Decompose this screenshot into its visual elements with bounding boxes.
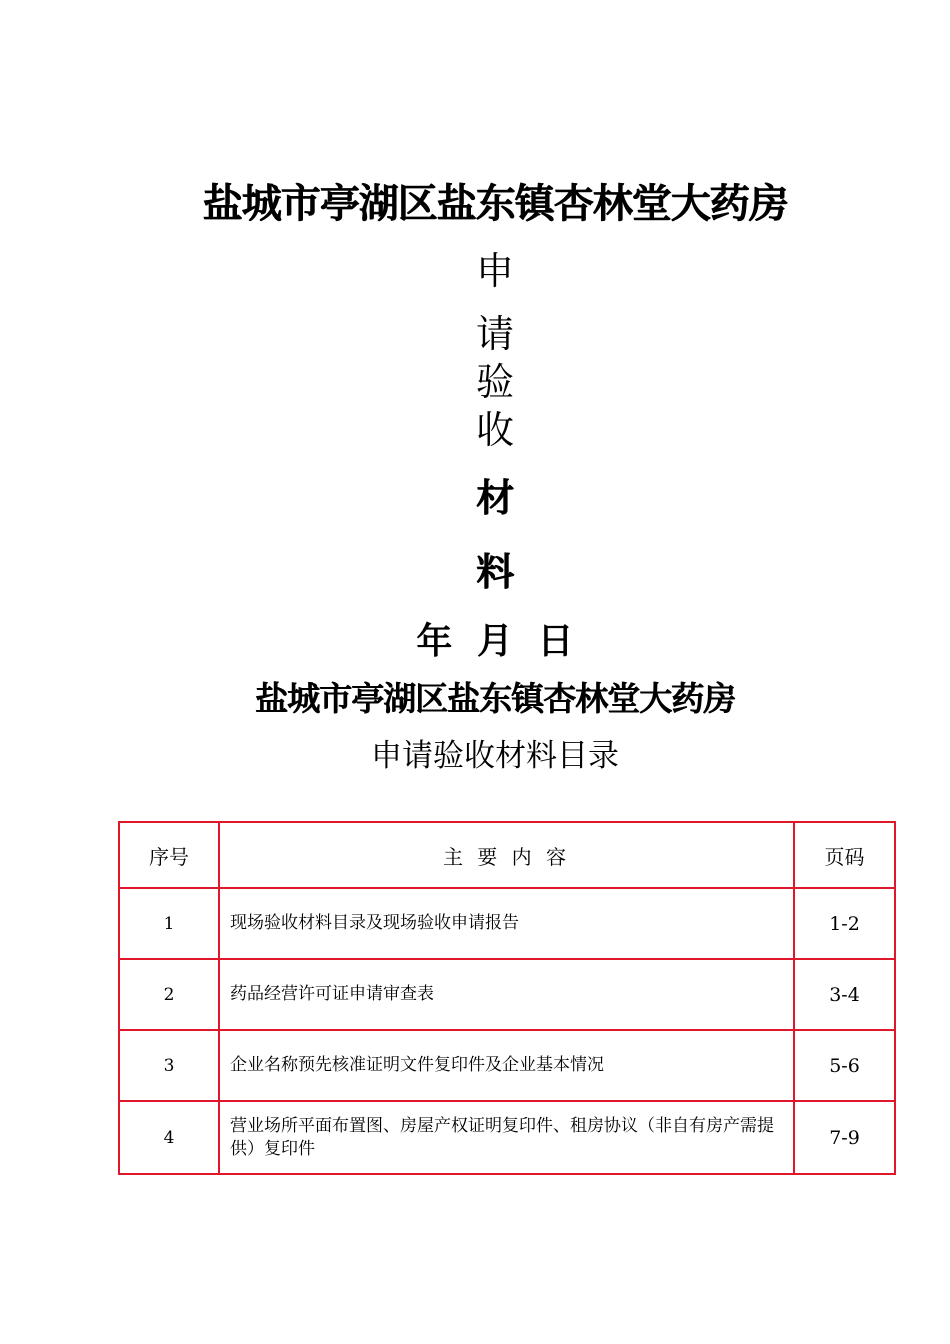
cover-vertical-char-4: 收 [475,408,514,452]
cover-vertical-char-5: 材 [475,476,514,520]
header-no: 序号 [119,822,219,888]
row-content: 企业名称预先核准证明文件复印件及企业基本情况 [219,1030,794,1101]
cover-vertical-char-6: 料 [475,550,514,594]
header-page: 页码 [794,822,895,888]
cover-vertical-char-3: 验 [475,360,514,404]
row-content: 药品经营许可证申请审查表 [219,959,794,1030]
cover-vertical-char-2: 请 [475,312,514,356]
date-month-label: 月 [476,621,513,662]
row-content: 现场验收材料目录及现场验收申请报告 [219,888,794,959]
row-page: 5-6 [794,1030,895,1101]
catalog-table [118,821,896,1175]
header-content: 主 要 内 容 [219,822,794,888]
table-row [119,1030,895,1101]
table-row [119,959,895,1030]
cover-company-name: 盐城市亭湖区盐东镇杏林堂大药房 [202,181,788,227]
date-day-label: 日 [537,621,574,662]
row-no: 4 [119,1101,219,1174]
row-page: 7-9 [794,1101,895,1174]
table-row [119,1101,895,1174]
row-page: 1-2 [794,888,895,959]
row-page: 3-4 [794,959,895,1030]
catalog-company-name: 盐城市亭湖区盐东镇杏林堂大药房 [255,679,735,718]
cover-vertical-char-1: 申 [475,249,514,293]
table-row [119,888,895,959]
row-no: 2 [119,959,219,1030]
row-no: 1 [119,888,219,959]
table-header-row [119,822,895,888]
date-year-label: 年 [416,621,453,662]
cover-date-line [0,613,950,664]
catalog-title: 申请验收材料目录 [371,738,619,774]
row-content: 营业场所平面布置图、房屋产权证明复印件、租房协议（非自有房产需提供）复印件 [219,1101,794,1174]
row-no: 3 [119,1030,219,1101]
